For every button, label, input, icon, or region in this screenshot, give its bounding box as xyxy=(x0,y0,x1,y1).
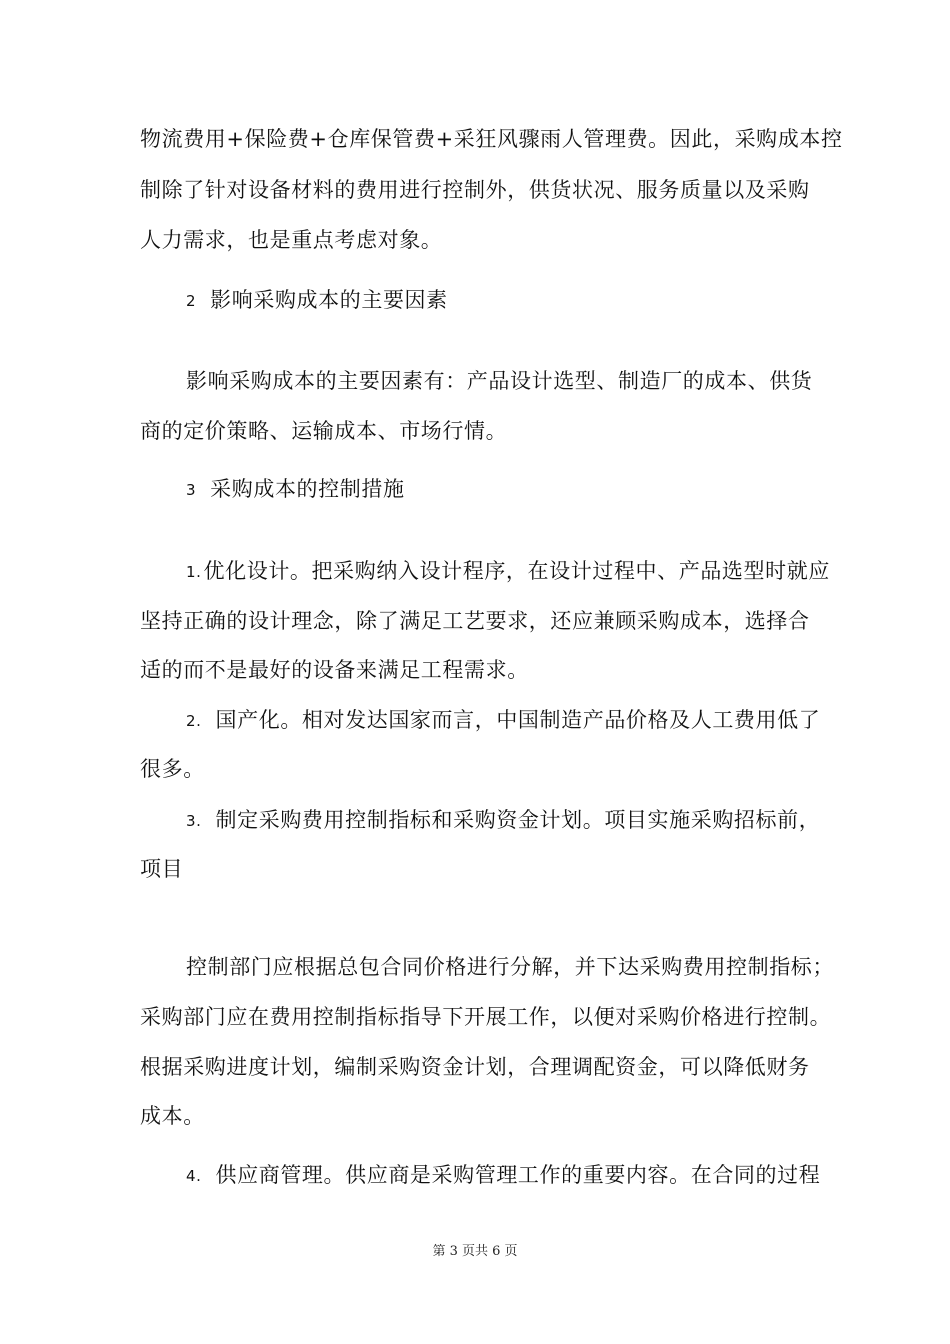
list-number: 1. xyxy=(186,563,202,581)
list-number: 3. xyxy=(186,812,202,830)
list-item-2-line-1 xyxy=(186,705,820,736)
paragraph-3-line-1: 控制部门应根据总包合同价格进行分解，并下达采购费用控制指标； xyxy=(186,955,834,979)
list-item-3-line-2: 项目 xyxy=(140,857,184,881)
list-item-1-line-3: 适的而不是最好的设备来满足工程需求。 xyxy=(140,658,529,682)
list-text: 制定采购费用控制指标和采购资金计划。项目实施采购招标前， xyxy=(215,808,821,832)
paragraph-1-line-3: 人力需求，也是重点考虑对象。 xyxy=(140,228,443,252)
paragraph-1-line-1: 物流费用+保险费+仓库保管费+采狂风骤雨人管理费。因此，采购成本控 xyxy=(140,127,843,151)
paragraph-3-line-2: 采购部门应在费用控制指标指导下开展工作，以便对采购价格进行控制。 xyxy=(140,1005,832,1029)
list-text: 国产化。相对发达国家而言，中国制造产品价格及人工费用低了 xyxy=(215,708,821,732)
list-item-4-line-1 xyxy=(186,1160,820,1191)
section-title: 影响采购成本的主要因素 xyxy=(210,288,448,312)
section-number: 3 xyxy=(186,481,197,499)
paragraph-3-line-3: 根据采购进度计划，编制采购资金计划，合理调配资金，可以降低财务 xyxy=(140,1055,810,1079)
section-title: 采购成本的控制措施 xyxy=(210,477,405,501)
section-heading-2 xyxy=(186,285,448,316)
list-number: 4. xyxy=(186,1167,202,1185)
paragraph-2-line-2: 商的定价策略、运输成本、市场行情。 xyxy=(140,419,508,443)
list-item-3-line-1 xyxy=(186,805,820,836)
section-heading-3 xyxy=(186,474,405,505)
list-text: 优化设计。把采购纳入设计程序，在设计过程中、产品选型时就应 xyxy=(203,559,830,583)
list-item-1-line-1 xyxy=(186,556,830,587)
list-number: 2. xyxy=(186,712,202,730)
list-item-1-line-2: 坚持正确的设计理念，除了满足工艺要求，还应兼顾采购成本，选择合 xyxy=(140,609,810,633)
page-footer-number: 第 3 页共 6 页 xyxy=(432,1244,518,1259)
list-text: 供应商管理。供应商是采购管理工作的重要内容。在合同的过程 xyxy=(215,1163,821,1187)
list-item-2-line-2: 很多。 xyxy=(140,757,205,781)
paragraph-3-line-4: 成本。 xyxy=(140,1104,205,1128)
paragraph-1-line-2: 制除了针对设备材料的费用进行控制外，供货状况、服务质量以及采购 xyxy=(140,178,810,202)
paragraph-2-line-1: 影响采购成本的主要因素有：产品设计选型、制造厂的成本、供货 xyxy=(186,369,813,393)
section-number: 2 xyxy=(186,292,197,310)
